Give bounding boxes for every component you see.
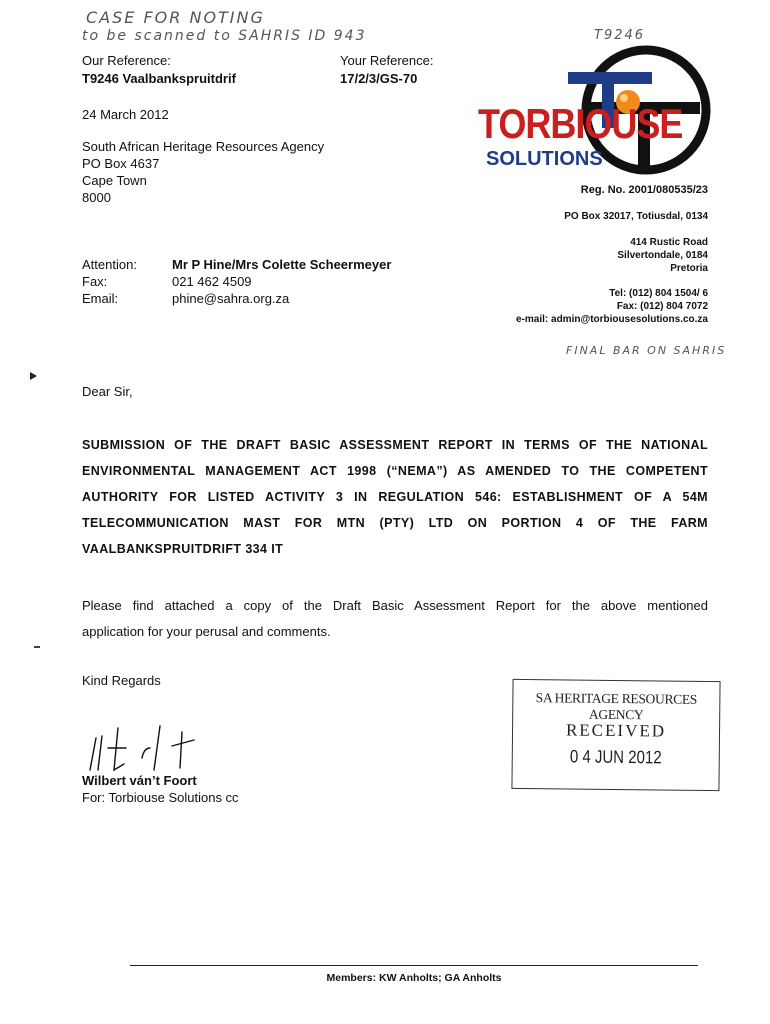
our-reference bbox=[82, 53, 236, 86]
subject-line1: SUBMISSION OF THE DRAFT BASIC ASSESSMENT REPORT IN TERMS OF THE NATIONAL bbox=[82, 438, 708, 452]
handwritten-reference: T9246 bbox=[594, 28, 646, 43]
stamp-received: RECEIVED bbox=[565, 720, 667, 741]
recipient-line1: PO Box 4637 bbox=[82, 156, 160, 171]
footer-members: Members: KW Anholts; GA Anholts bbox=[326, 972, 502, 984]
body-line2: application for your perusal and comments. bbox=[82, 624, 331, 639]
handwritten-note-scan: to be scanned to SAHRIS ID 943 bbox=[82, 28, 367, 44]
company-logo bbox=[478, 44, 718, 176]
company-address-line3: Pretoria bbox=[670, 263, 708, 274]
your-reference bbox=[340, 53, 433, 86]
subject-line2: ENVIRONMENTAL MANAGEMENT ACT 1998 (“NEMA”) AS AMENDED TO THE COMPETENT bbox=[82, 464, 708, 478]
recipient-line2: Cape Town bbox=[82, 173, 147, 188]
your-reference-label: Your Reference: bbox=[340, 53, 434, 68]
subject-line3: AUTHORITY FOR LISTED ACTIVITY 3 IN REGULATION 546: ESTABLISHMENT OF A 54M bbox=[82, 490, 708, 504]
email-value: phine@sahra.org.za bbox=[172, 291, 290, 306]
letter-body bbox=[82, 593, 708, 645]
handwritten-note-final: FINAL BAR ON SAHRIS bbox=[566, 344, 727, 357]
company-address bbox=[617, 236, 708, 275]
attention-label: Attention: bbox=[82, 257, 137, 272]
company-tel: Tel: (012) 804 1504/ 6 bbox=[609, 288, 708, 299]
company-contacts bbox=[516, 287, 708, 326]
company-email: e-mail: admin@torbiousesolutions.co.za bbox=[516, 314, 708, 325]
subject-line4: TELECOMMUNICATION MAST FOR MTN (PTY) LTD ON PORTION 4 OF THE FARM bbox=[82, 516, 708, 530]
fax-label: Fax: bbox=[82, 274, 108, 289]
email-label: Email: bbox=[82, 291, 119, 306]
attention-block bbox=[82, 256, 391, 307]
company-reg-no: Reg. No. 2001/080535/23 bbox=[580, 184, 708, 196]
handwritten-note-title: CASE FOR NOTING bbox=[86, 8, 265, 27]
recipient-name: South African Heritage Resources Agency bbox=[82, 139, 325, 154]
recipient-address bbox=[82, 138, 324, 206]
body-line1: Please find attached a copy of the Draft Basic Assessment Report for the above mentioned bbox=[82, 598, 708, 613]
your-reference-value: 17/2/3/GS-70 bbox=[340, 71, 418, 86]
signature-icon bbox=[84, 718, 214, 778]
letter-subject bbox=[82, 432, 708, 562]
attention-value: Mr P Hine/Mrs Colette Scheermeyer bbox=[172, 257, 392, 272]
letter-date: 24 March 2012 bbox=[82, 107, 169, 122]
our-reference-label: Our Reference: bbox=[82, 53, 171, 68]
margin-arrow-icon bbox=[30, 372, 37, 380]
salutation: Dear Sir, bbox=[82, 384, 133, 399]
margin-dash-icon bbox=[34, 646, 40, 648]
company-fax: Fax: (012) 804 7072 bbox=[616, 301, 708, 312]
fax-value: 021 462 4509 bbox=[172, 274, 252, 289]
stamp-agency: SA HERITAGE RESOURCES AGENCY bbox=[535, 690, 698, 723]
our-reference-value: T9246 Vaalbankspruitdrif bbox=[82, 71, 236, 86]
company-name-top: TORBIOUSE bbox=[478, 100, 683, 148]
received-stamp bbox=[511, 679, 720, 791]
subject-line5: VAALBANKSPRUITDRIFT 334 IT bbox=[82, 542, 284, 556]
recipient-line3: 8000 bbox=[82, 190, 111, 205]
company-address-line2: Silvertondale, 0184 bbox=[617, 250, 708, 261]
signatory-company: For: Torbiouse Solutions cc bbox=[82, 790, 239, 805]
company-address-line1: 414 Rustic Road bbox=[630, 237, 708, 248]
closing: Kind Regards bbox=[82, 673, 161, 688]
signatory-name: Wilbert ván’t Foort bbox=[82, 773, 197, 788]
stamp-date: 0 4 JUN 2012 bbox=[569, 746, 662, 769]
signatory bbox=[82, 772, 239, 806]
footer-divider bbox=[130, 965, 698, 966]
company-name-bottom: SOLUTIONS bbox=[486, 148, 603, 170]
company-po-box: PO Box 32017, Totiusdal, 0134 bbox=[564, 211, 708, 222]
